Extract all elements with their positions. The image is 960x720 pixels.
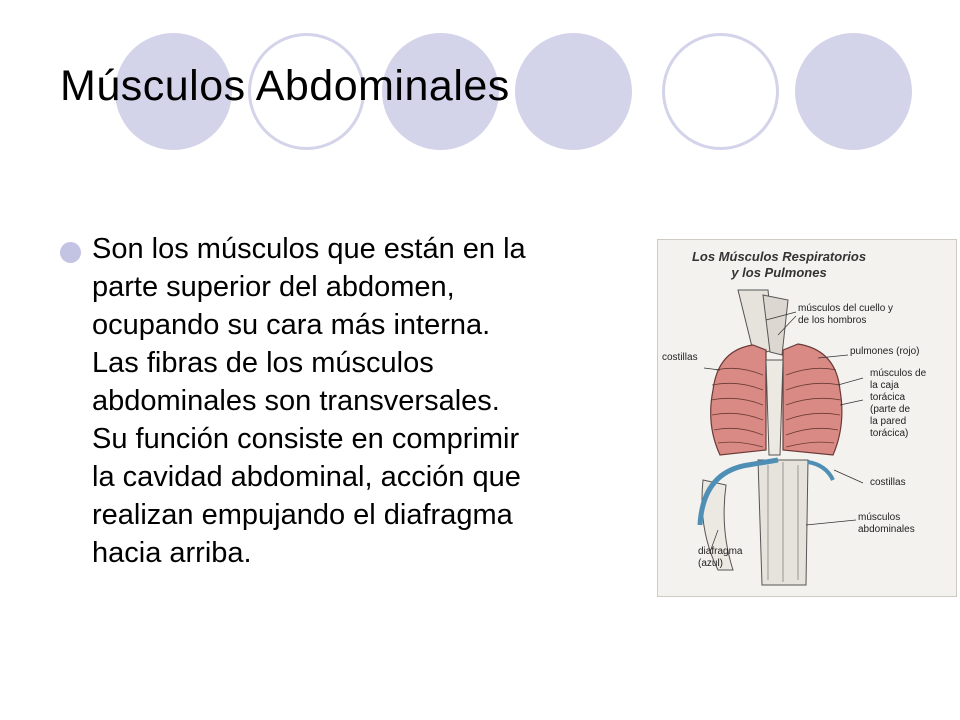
label-ribs-left: costillas: [662, 352, 698, 363]
figure-title-line2: y los Pulmones: [731, 265, 827, 280]
label-diaphragm: diafragma (azul): [698, 546, 743, 569]
figure-title-line1: Los Músculos Respiratorios: [691, 249, 867, 264]
bullet-text: Son los músculos que están en la parte superior del abdomen, ocupando su cara más interna. Las fibras de los músculos abdominales son transversales. Su función consiste en comprimir la cavidad abdominal, acción que realizan empujando el diafragma hacia arriba.: [92, 233, 526, 569]
respiratory-muscles-figure: [657, 239, 957, 597]
slide-title: Músculos Abdominales: [60, 62, 510, 110]
bullet-icon: [60, 242, 81, 263]
label-abdominal-muscles: músculos abdominales: [858, 512, 915, 535]
label-neck-muscles: músculos del cuello y de los hombros: [798, 303, 894, 326]
decor-circle-5: [662, 33, 779, 150]
decor-circle-6: [795, 33, 912, 150]
decor-circle-4: [515, 33, 632, 150]
label-ribs-right: costillas: [870, 477, 906, 488]
label-lungs: pulmones (rojo): [850, 346, 920, 357]
label-thoracic-muscles: músculos de la caja torácica (parte de la pared torácica): [870, 368, 927, 439]
